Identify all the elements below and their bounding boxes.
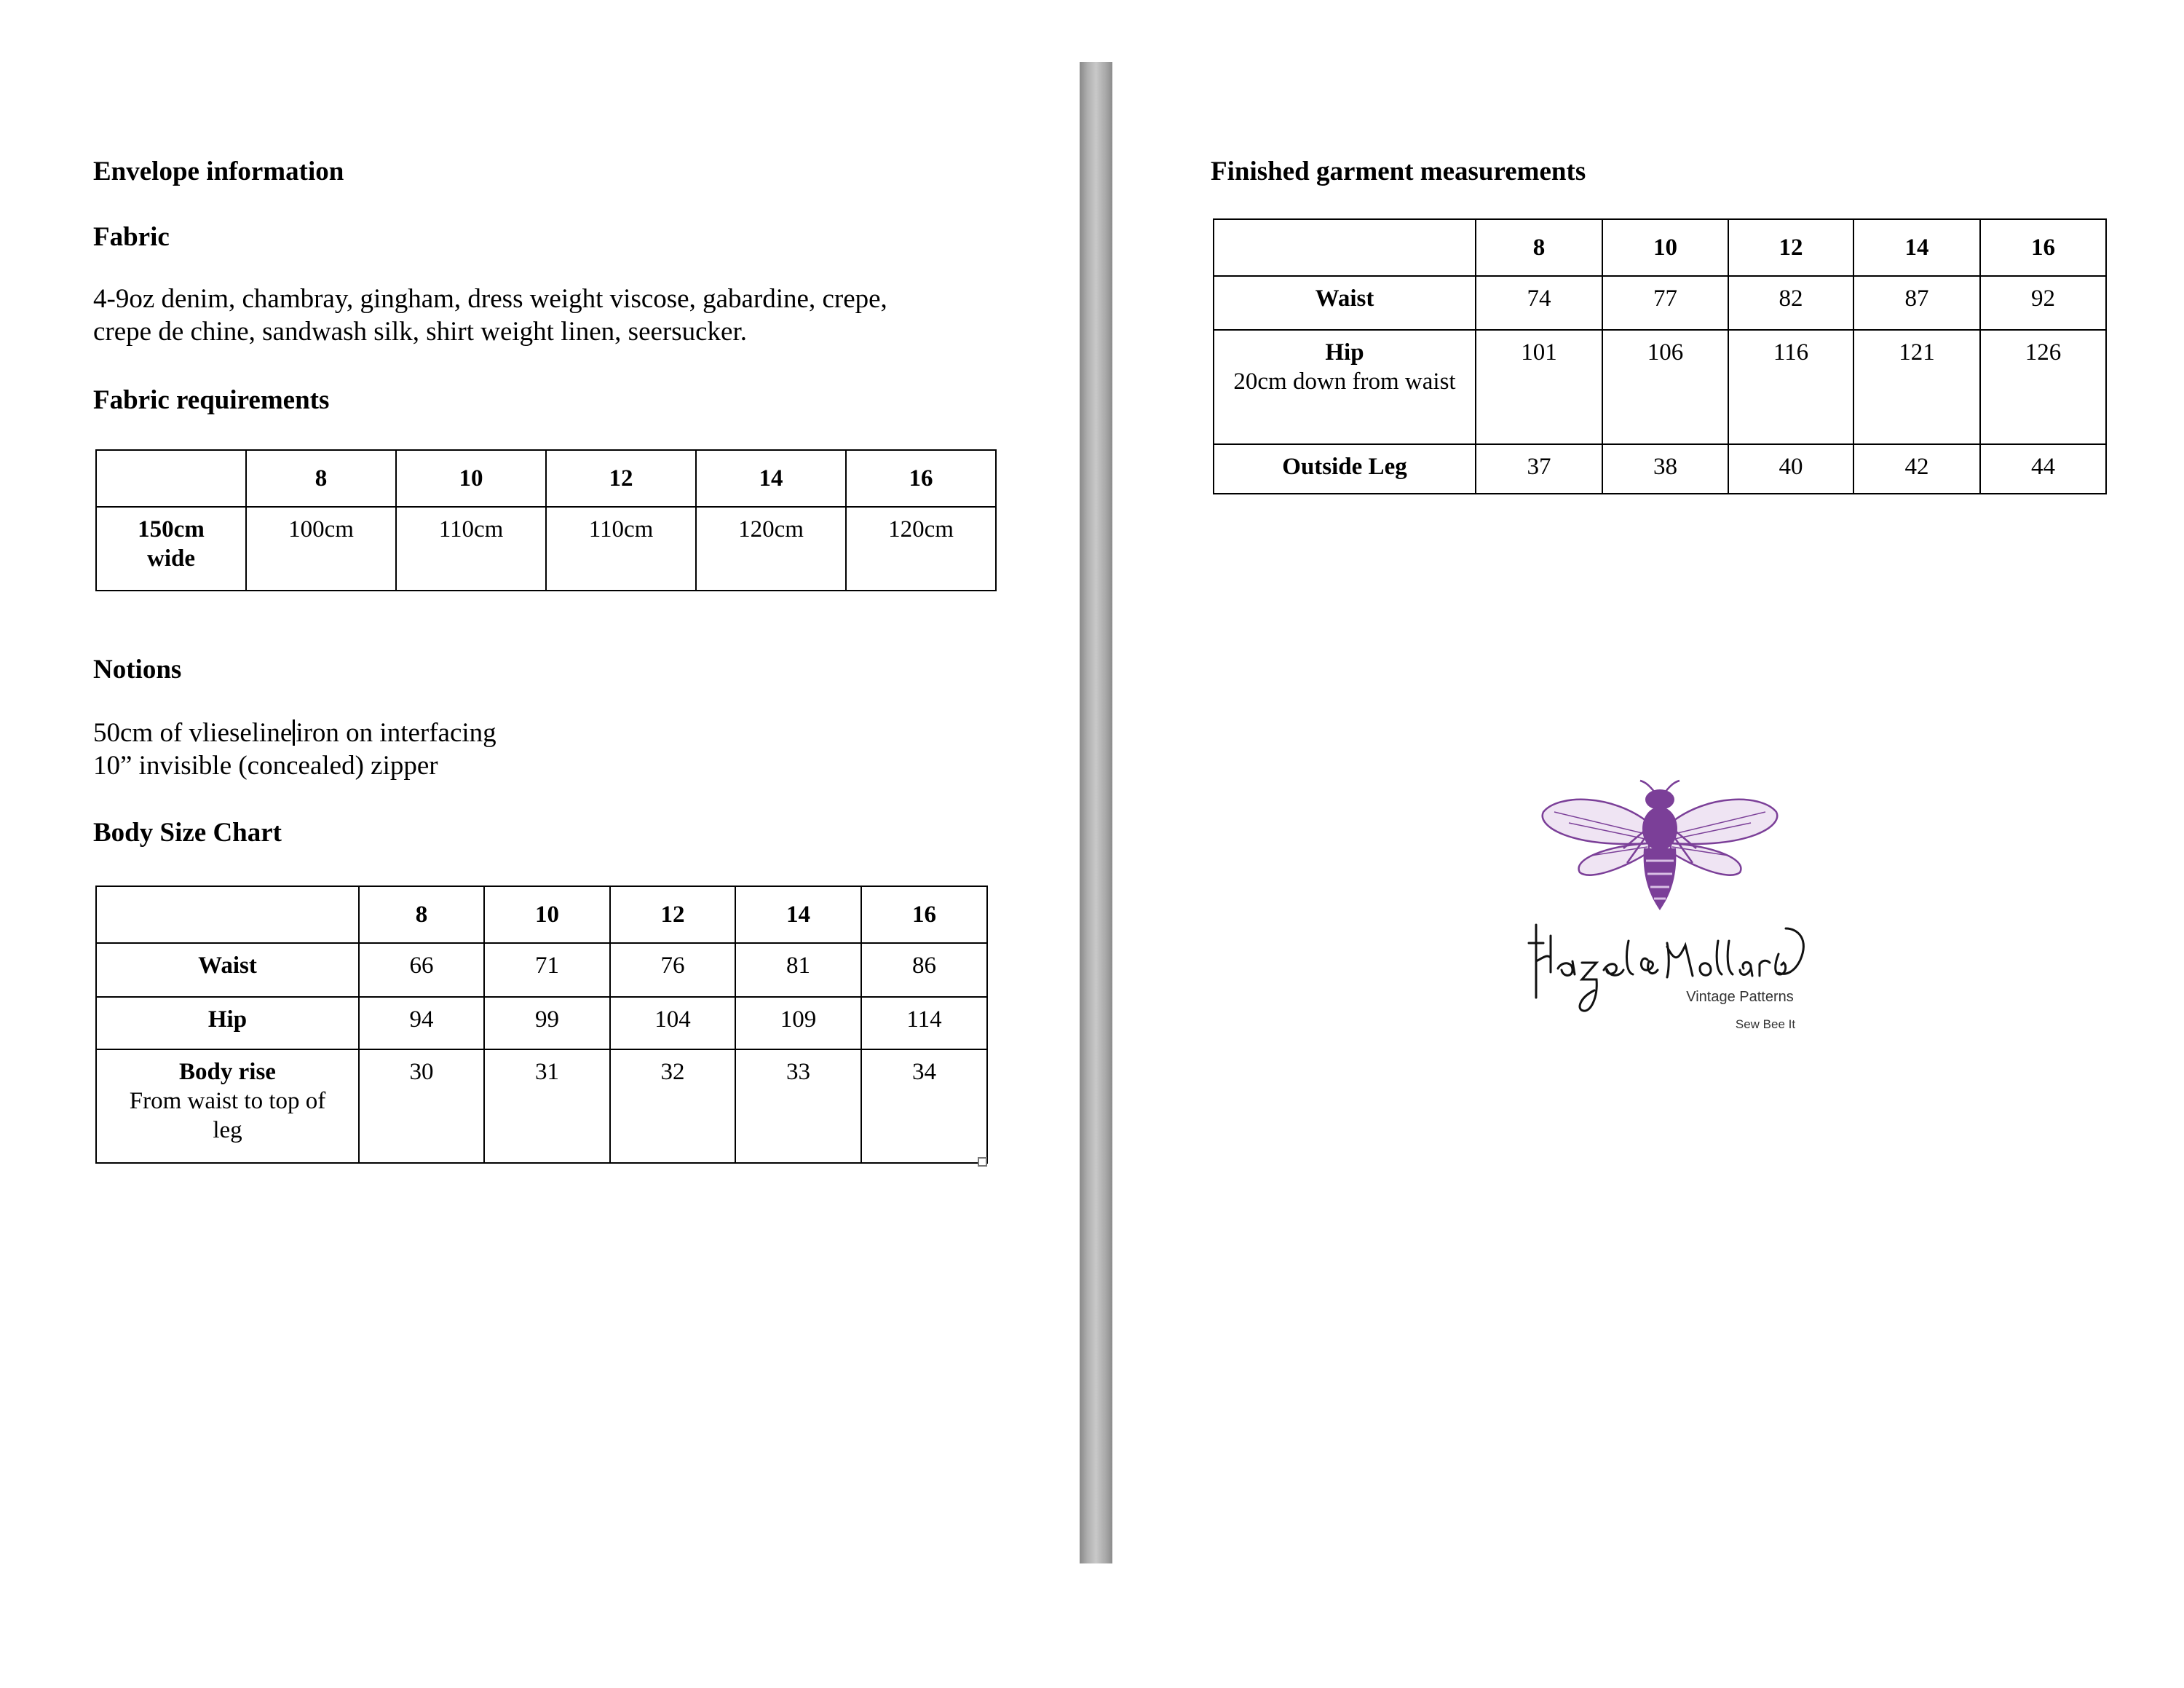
finished-garment-measurements-heading: Finished garment measurements [1211,157,1586,186]
empty-header-cell [96,886,359,943]
table-cell: 126 [1980,330,2106,444]
size-header: 12 [610,886,735,943]
table-cell: 31 [484,1049,610,1163]
size-header: 14 [696,450,846,507]
table-cell: 81 [735,943,861,997]
table-cell: 38 [1602,444,1728,494]
logo-tagline-vintage-patterns: Vintage Patterns [1686,989,1794,1005]
table-cell: 76 [610,943,735,997]
table-cell: 114 [861,997,987,1049]
size-header: 14 [735,886,861,943]
table-cell: 66 [359,943,484,997]
table-cell: 120cm [696,507,846,591]
table-row [96,997,987,1049]
table-header-row [1214,219,2106,276]
table-cell: 87 [1853,276,1980,330]
size-header: 8 [1476,219,1602,276]
size-header: 10 [1602,219,1728,276]
table-cell: 32 [610,1049,735,1163]
size-header: 8 [359,886,484,943]
size-header: 14 [1853,219,1980,276]
row-label-hip: Hip 20cm down from waist [1214,330,1476,444]
table-row [1214,444,2106,494]
table-cell: 110cm [546,507,696,591]
fabric-description [93,283,887,348]
notions-list[interactable] [93,717,496,782]
table-cell: 99 [484,997,610,1049]
fabric-line-1: 4-9oz denim, chambray, gingham, dress weight viscose, gabardine, crepe, [93,284,887,314]
table-header-row [96,450,996,507]
body-size-chart-table[interactable] [95,886,988,1164]
size-header: 8 [246,450,396,507]
row-label-hip: Hip [96,997,359,1049]
table-cell: 44 [1980,444,2106,494]
fabric-requirements-table [95,449,997,591]
page-gutter [1080,62,1112,1563]
table-cell: 92 [1980,276,2106,330]
size-header: 10 [484,886,610,943]
fabric-line-2: crepe de chine, sandwash silk, shirt weight linen, seersucker. [93,317,748,347]
table-header-row [96,886,987,943]
finished-garment-measurements-table [1213,218,2107,494]
logo-tagline-sew-bee-it: Sew Bee It [1735,1017,1796,1031]
table-cell: 86 [861,943,987,997]
row-label-outside-leg: Outside Leg [1214,444,1476,494]
table-cell: 40 [1728,444,1853,494]
bee-icon [1543,781,1778,910]
row-label-body-rise: Body rise From waist to top of leg [96,1049,359,1163]
envelope-information-heading: Envelope information [93,157,344,186]
notions-line-2[interactable]: 10” invisible (concealed) zipper [93,751,438,781]
table-cell: 120cm [846,507,996,591]
row-label-waist: Waist [1214,276,1476,330]
table-cell: 77 [1602,276,1728,330]
table-cell: 110cm [396,507,546,591]
table-cell: 121 [1853,330,1980,444]
notions-heading: Notions [93,655,182,685]
notions-line-1[interactable]: 50cm of vlieseline iron on interfacing [93,718,496,748]
row-label-waist: Waist [96,943,359,997]
size-header: 16 [1980,219,2106,276]
table-row [1214,330,2106,444]
table-cell: 116 [1728,330,1853,444]
table-cell: 30 [359,1049,484,1163]
empty-header-cell [1214,219,1476,276]
table-cell: 100cm [246,507,396,591]
size-header: 12 [1728,219,1853,276]
table-row [96,943,987,997]
size-header: 10 [396,450,546,507]
row-label-150cm-wide: 150cm wide [96,507,246,591]
table-cell: 94 [359,997,484,1049]
table-cell: 104 [610,997,735,1049]
table-cell: 71 [484,943,610,997]
table-row [1214,276,2106,330]
table-cell: 106 [1602,330,1728,444]
table-cell: 34 [861,1049,987,1163]
size-header: 12 [546,450,696,507]
table-cell: 109 [735,997,861,1049]
size-header: 16 [861,886,987,943]
hazel-mollard-logo [1503,779,1816,1041]
empty-header-cell [96,450,246,507]
table-cell: 82 [1728,276,1853,330]
fabric-heading: Fabric [93,222,170,252]
table-row [96,1049,987,1163]
table-cell: 101 [1476,330,1602,444]
table-cell: 37 [1476,444,1602,494]
fabric-requirements-heading: Fabric requirements [93,385,330,415]
size-header: 16 [846,450,996,507]
table-cell: 42 [1853,444,1980,494]
table-cell: 74 [1476,276,1602,330]
table-cell: 33 [735,1049,861,1163]
text-cursor [293,719,295,746]
table-row [96,507,996,591]
table-resize-handle[interactable] [978,1157,987,1167]
body-size-chart-heading: Body Size Chart [93,818,282,848]
